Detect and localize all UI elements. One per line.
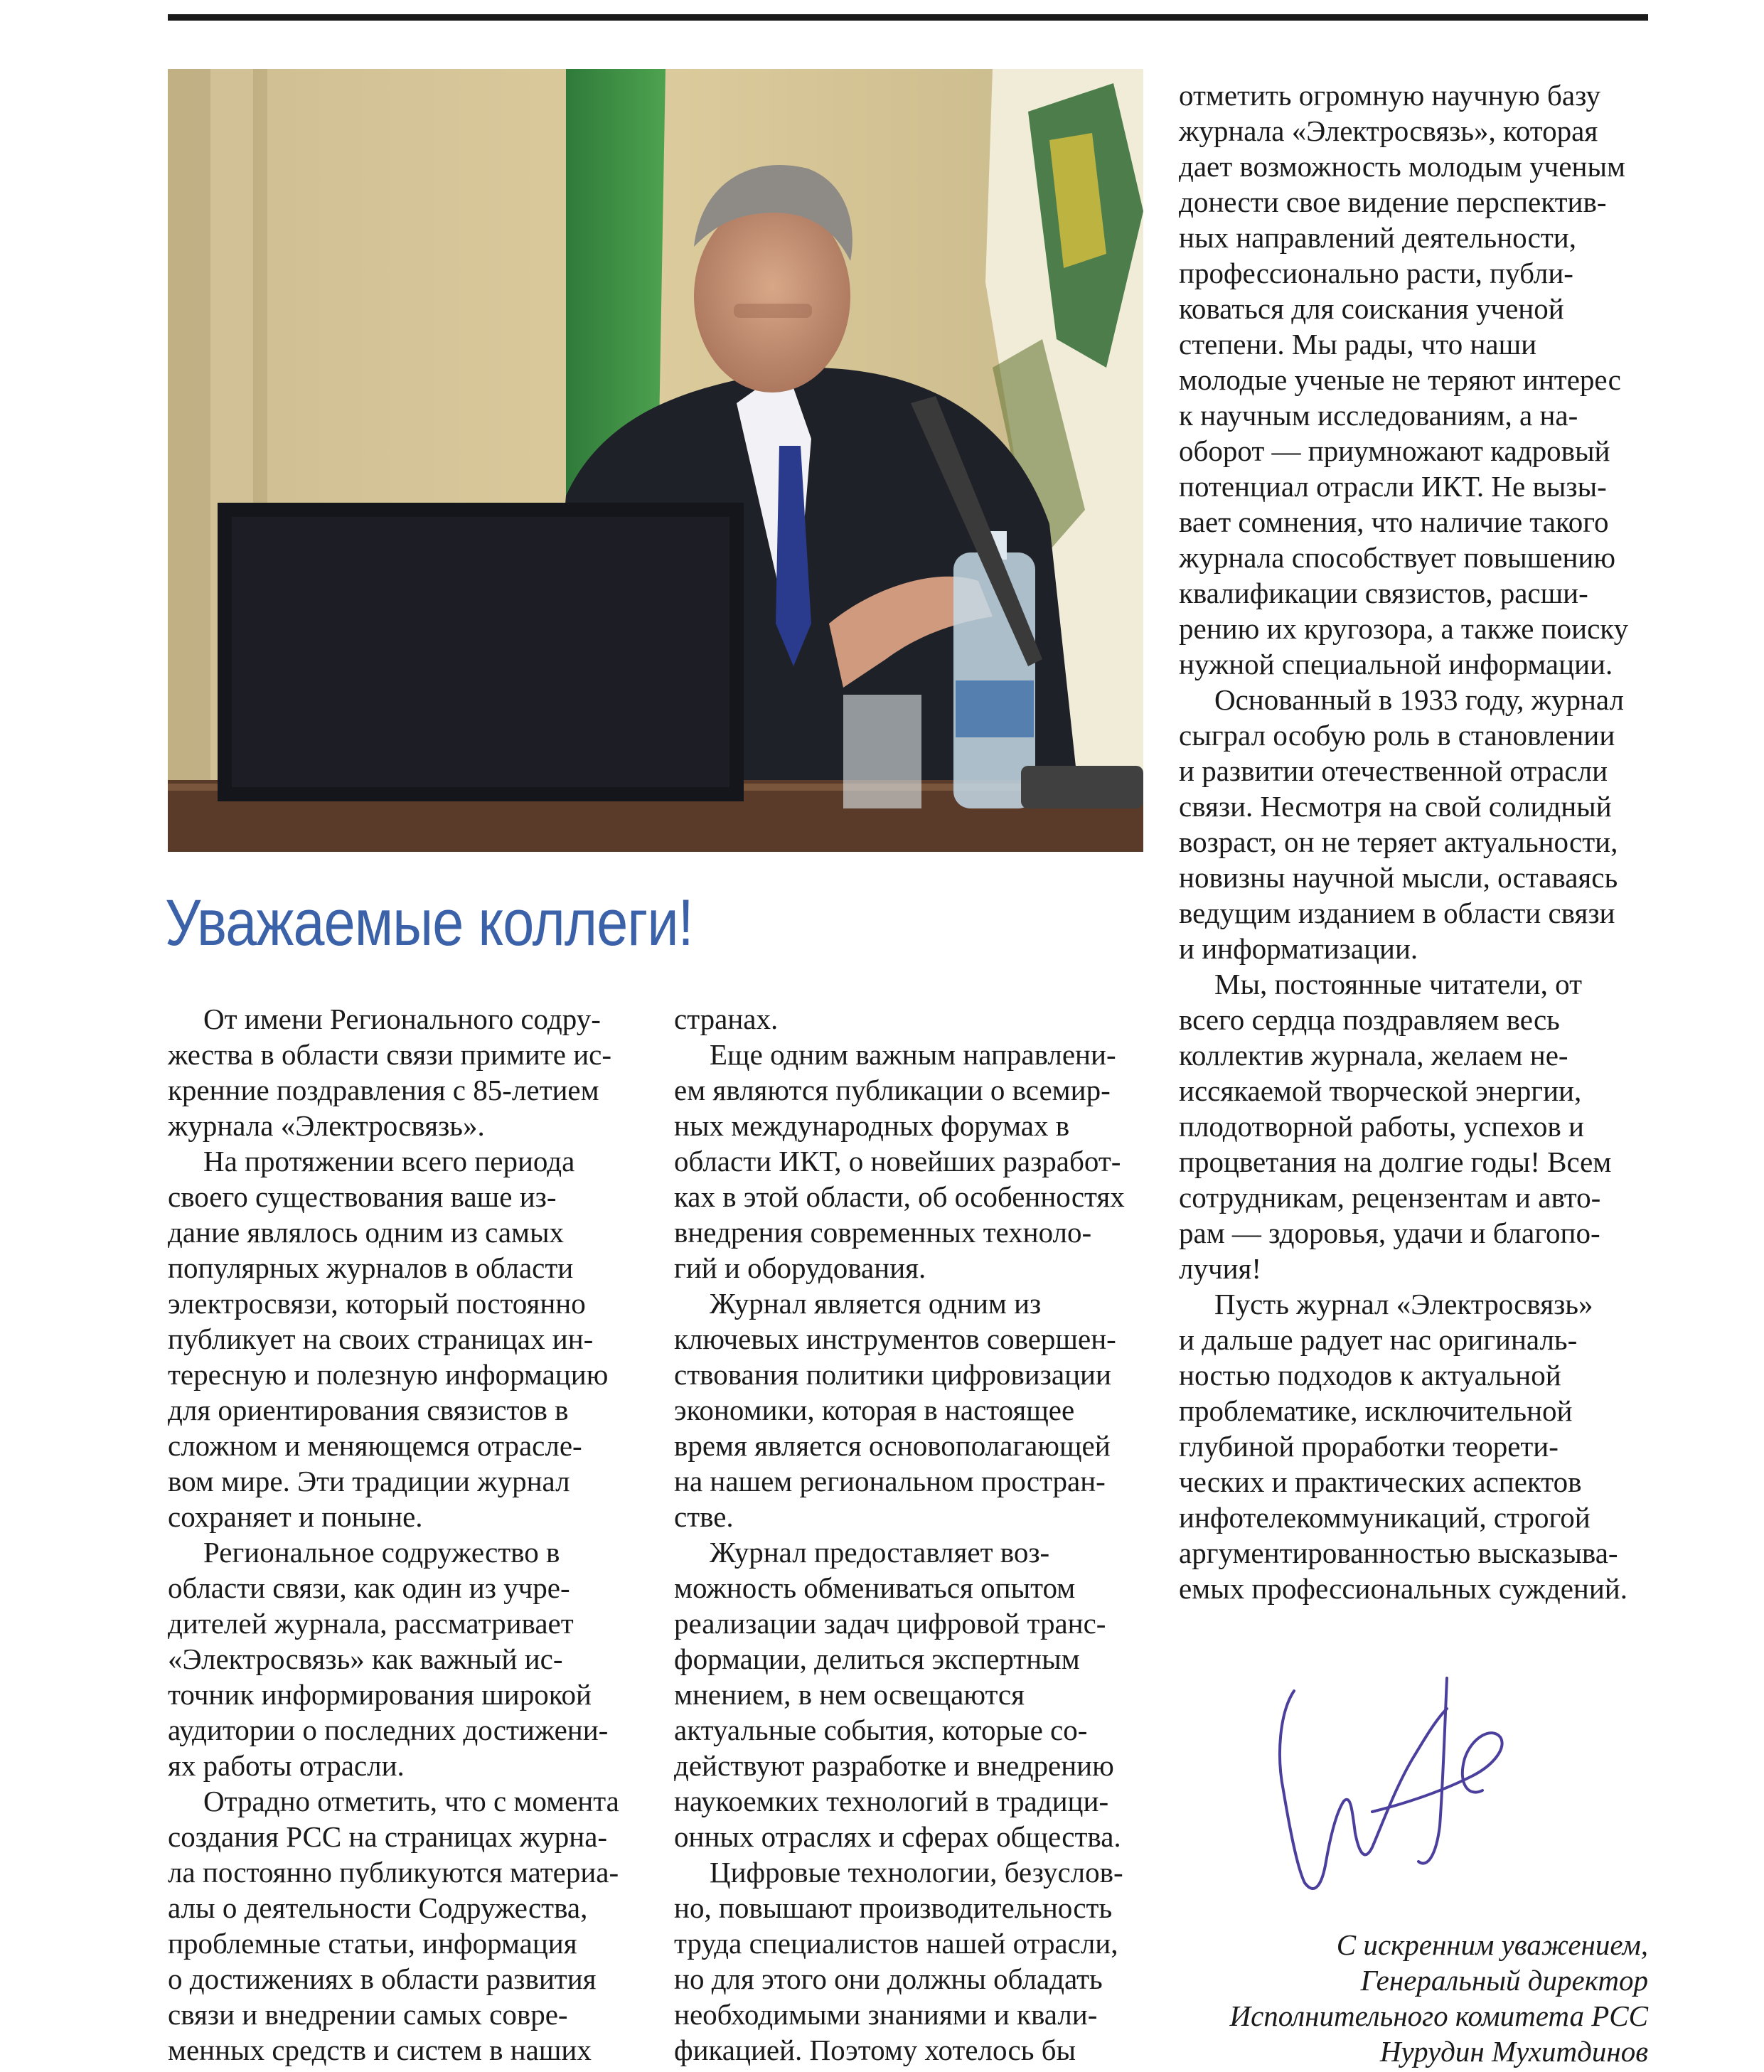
closing-signature-block: [1008, 1927, 1648, 2069]
closing-position: Генеральный директор: [1360, 1964, 1648, 1997]
paragraph: Пусть журнал «Электросвязь» и дальше радует нас оригиналь- ностью подходов к актуальной проблематике, исключительной глубиной проработки теорети- ческих и практических аспектов инфотелекоммуникаций, строгой аргументированностью высказыва- емых профессиональных суждений.: [1179, 1288, 1627, 1605]
paragraph: Еще одним важным направлени- ем являются публикации о всемир- ных международных форумах в области ИКТ, о новейших разработ- ках в этой области, об особенностях внедрения современных техноло- гий и оборудования.: [674, 1038, 1125, 1284]
paragraph: Отрадно отметить, что с момента создания РСС на страницах журна- ла постоянно публикуются материа- алы о деятельности Содружества, проблемные статьи, информация о достижениях в области развития связи и внедрении самых совре- менных средств и систем в наших: [168, 1785, 619, 2066]
paragraph: Журнал предоставляет воз- можность обмениваться опытом реализации задач цифровой транс- формации, делиться экспертным мнением, в нем освещаются актуальные события, которые со- действуют разработке и внедрению наукоемких технологий в традици- онных отраслях и сферах общества.: [674, 1536, 1121, 1853]
paragraph: Цифровые технологии, безуслов- но, повышают производительность труда специалистов нашей отрасли, но для этого они должны обладать необходимыми знаниями и квали- фикацией. Поэтому хотелось бы: [674, 1856, 1123, 2066]
paragraph: странах.: [674, 1003, 779, 1035]
closing-name: Нурудин Мухитдинов: [1379, 2035, 1648, 2068]
photo: [168, 69, 1143, 852]
handwritten-signature: [1266, 1670, 1522, 1904]
paragraph: Региональное содружество в области связи, как один из учре- дителей журнала, рассматривает «Электросвязь» как важный ис- точник информирования широкой аудитории о последних достижени- ях работы отрасли.: [168, 1536, 609, 1782]
page-heading: Уважаемые коллеги!: [165, 887, 693, 959]
closing-greeting: С искренним уважением,: [1336, 1928, 1648, 1961]
paragraph: На протяжении всего периода своего существования ваше из- дание являлось одним из самых популярных журналов в области электросвязи, который постоянно публикует на своих страницах ин- тересную и полезную информацию для ориентирования связистов в сложном и меняющемся отрасле- вом мире. Эти традиции журнал сохраняет и поныне.: [168, 1145, 609, 1533]
paragraph: Мы, постоянные читатели, от всего сердца поздравляем весь коллектив журнала, желаем не- иссякаемой творческой энергии, плодотворной работы, успехов и процветания на долгие годы! Всем сотрудникам, рецензентам и авто- рам — здоровья, удачи и благопо- лучия!: [1179, 968, 1612, 1285]
text-column-3: [1179, 78, 1650, 1606]
paragraph: Журнал является одним из ключевых инструментов совершен- ствования политики цифровизации экономики, которая в настоящее время является основополагающей на нашем региональном простран- стве.: [674, 1287, 1116, 1533]
paragraph: отметить огромную научную базу журнала «Электросвязь», которая дает возможность молодым ученым донести свое видение перспектив- ных направлений деятельности, профессионально расти, публи- коваться для соискания ученой степени. Мы рады, что наши молодые ученые не теряют интерес к научным исследованиям, а на- оборот — приумножают кадровый потенциал отрасли ИКТ. Не вызы- вает сомнения, что наличие такого журнала способствует повышению квалификации связистов, расши- рению их кругозора, а также поиску нужной специальной информации.: [1179, 79, 1629, 680]
paragraph: Основанный в 1933 году, журнал сыграл особую роль в становлении и развитии отечественной отрасли связи. Несмотря на свой солидный возраст, он не теряет актуальности, новизны научной мысли, оставаясь ведущим изданием в области связи и информатизации.: [1179, 683, 1624, 965]
speaker-photo-illustration: [168, 69, 1143, 852]
text-column-1: [168, 1001, 637, 2068]
text-column-2: [674, 1001, 1143, 2068]
paragraph: От имени Регионального содру- жества в области связи примите ис- кренние поздравления с 85-летием журнала «Электросвязь».: [168, 1003, 611, 1142]
top-rule: [168, 14, 1648, 21]
closing-organization: Исполнительного комитета РСС: [1229, 1999, 1648, 2032]
